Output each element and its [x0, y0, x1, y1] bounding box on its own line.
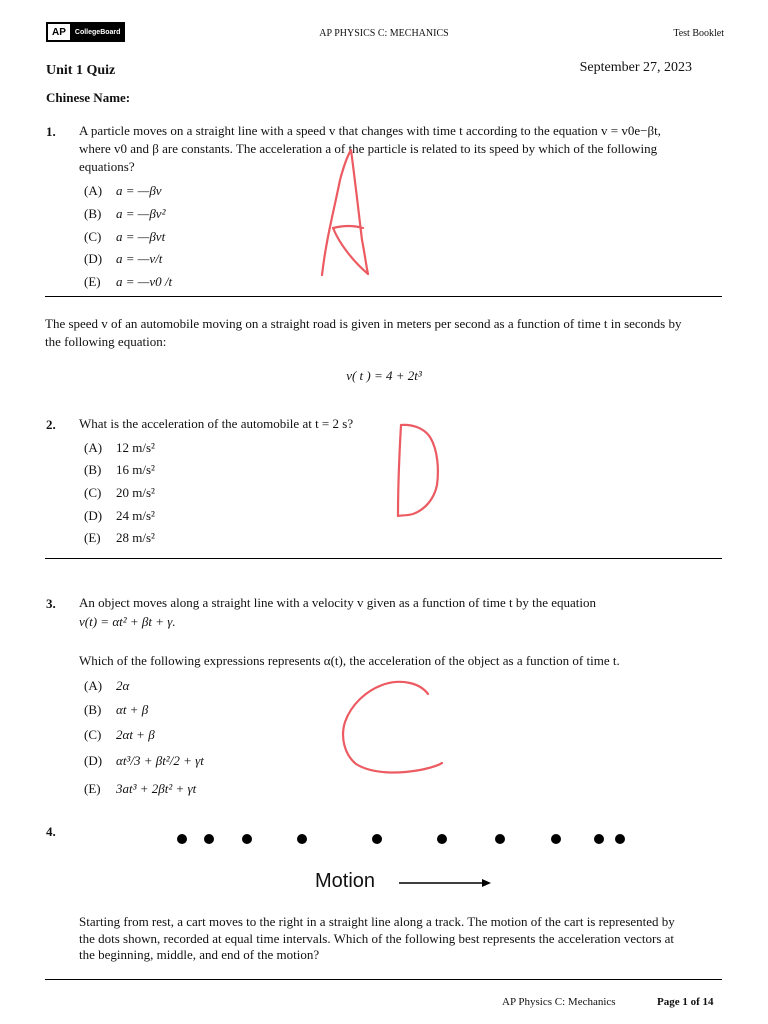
motion-label: Motion [315, 870, 376, 892]
q3-option-b: (B) αt + β [84, 702, 149, 717]
q2-text: What is the acceleration of the automobile at t = 2 s? [79, 416, 354, 431]
handwritten-letter-c [343, 682, 442, 773]
motion-dot [372, 834, 382, 844]
q3-option-c: (C) 2αt + β [84, 727, 155, 742]
header-course-title: AP PHYSICS C: MECHANICS [319, 28, 449, 39]
q2-option-a: (A) 12 m/s² [84, 440, 155, 455]
ap-logo-text: AP [48, 24, 70, 40]
q1-option-d: (D) a = —v/t [84, 251, 163, 266]
q1-number: 1. [46, 124, 56, 139]
motion-dot [551, 834, 561, 844]
q2-stem-line-1: The speed v of an automobile moving on a straight road is given in meters per second as a function of time t in seconds by [45, 316, 682, 331]
q3-line-3: Which of the following expressions represents α(t), the acceleration of the object as a function of time t. [79, 653, 620, 668]
q3-number: 3. [46, 596, 56, 611]
footer-divider [45, 979, 722, 980]
motion-dot [177, 834, 187, 844]
q1-option-b: (B) a = —βv² [84, 206, 166, 221]
name-label: Chinese Name: [46, 90, 131, 105]
q1-line-3: equations? [79, 159, 135, 174]
header-booklet-label: Test Booklet [673, 28, 724, 39]
q2-option-d: (D) 24 m/s² [84, 508, 155, 523]
q4-line-2: the dots shown, recorded at equal time intervals. Which of the following best represents the acceleration vectors at [79, 931, 675, 946]
quiz-title: Unit 1 Quiz [46, 63, 116, 78]
q3-option-d: (D) αt³/3 + βt²/2 + γt [84, 753, 204, 768]
q1-option-c: (C) a = —βvt [84, 229, 166, 244]
q1-line-2: where v0 and β are constants. The acceleration a of the particle is related to its speed by which of the following [79, 141, 658, 156]
q4-line-1: Starting from rest, a cart moves to the right in a straight line along a track. The motion of the cart is represented by [79, 914, 675, 929]
motion-dot [242, 834, 252, 844]
q3-velocity-equation: v(t) = αt² + βt + γ. [79, 614, 176, 629]
motion-dot [495, 834, 505, 844]
quiz-date: September 27, 2023 [579, 60, 692, 75]
q1-option-a: (A) a = —βv [84, 183, 162, 198]
q2-option-c: (C) 20 m/s² [84, 485, 155, 500]
footer-course: AP Physics C: Mechanics [502, 996, 616, 1008]
q1-line-1: A particle moves on a straight line with a speed v that changes with time t according to the equation v = v0e−βt, [79, 123, 661, 138]
q1-option-e: (E) a = —v0 /t [84, 274, 173, 289]
divider [45, 296, 722, 297]
q4-number: 4. [46, 824, 56, 839]
motion-dot [297, 834, 307, 844]
q3-option-e: (E) 3at³ + 2βt² + γt [84, 781, 197, 796]
footer-page-number: Page 1 of 14 [657, 996, 714, 1008]
collegeboard-logo-text: CollegeBoard [74, 28, 121, 36]
q2-option-b: (B) 16 m/s² [84, 462, 155, 477]
motion-dot [594, 834, 604, 844]
motion-dot [437, 834, 447, 844]
q4-line-3: the beginning, middle, and end of the motion? [79, 947, 320, 962]
handwritten-letter-a [322, 150, 368, 275]
handwritten-letter-d [398, 425, 438, 516]
motion-arrow-icon [398, 876, 494, 890]
divider [45, 558, 722, 559]
speed-equation: v( t ) = 4 + 2t³ [346, 368, 422, 383]
q3-line-1: An object moves along a straight line with a velocity v given as a function of time t by the equation [79, 595, 596, 610]
q3-option-a: (A) 2α [84, 678, 130, 693]
motion-dot [204, 834, 214, 844]
q2-number: 2. [46, 417, 56, 432]
q2-stem-line-2: the following equation: [45, 334, 167, 349]
q2-option-e: (E) 28 m/s² [84, 530, 155, 545]
motion-dot [615, 834, 625, 844]
